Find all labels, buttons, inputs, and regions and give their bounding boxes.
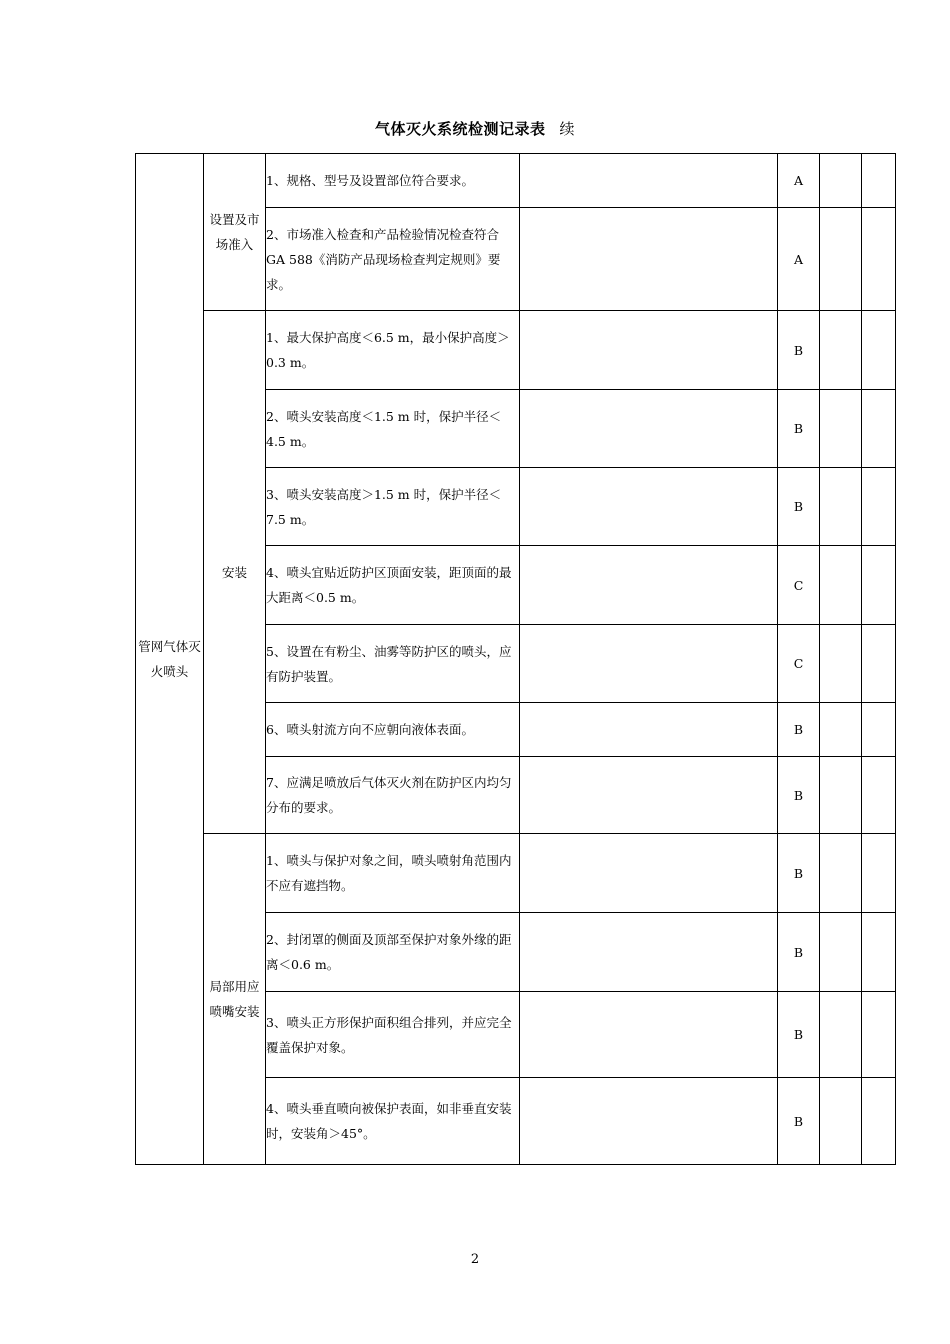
result-cell[interactable]: [520, 468, 778, 546]
judgment-cell[interactable]: [820, 546, 862, 625]
remark-cell[interactable]: [862, 1078, 896, 1165]
judgment-cell[interactable]: [820, 703, 862, 757]
remark-cell[interactable]: [862, 703, 896, 757]
judgment-cell[interactable]: [820, 154, 862, 208]
grade-cell: A: [778, 208, 820, 311]
title-suffix: 续: [559, 120, 576, 138]
group-label: 设置及市场准入: [204, 154, 266, 311]
result-cell[interactable]: [520, 1078, 778, 1165]
title-text: 气体灭火系统检测记录表: [374, 120, 546, 138]
table-row: [136, 311, 896, 390]
judgment-cell[interactable]: [820, 390, 862, 468]
result-cell[interactable]: [520, 703, 778, 757]
grade-cell: A: [778, 154, 820, 208]
remark-cell[interactable]: [862, 311, 896, 390]
result-cell[interactable]: [520, 546, 778, 625]
grade-cell: B: [778, 834, 820, 913]
remark-cell[interactable]: [862, 208, 896, 311]
grade-cell: B: [778, 703, 820, 757]
result-cell[interactable]: [520, 757, 778, 834]
judgment-cell[interactable]: [820, 208, 862, 311]
remark-cell[interactable]: [862, 757, 896, 834]
item-text: 3、喷头正方形保护面积组合排列，并应完全覆盖保护对象。: [266, 992, 520, 1078]
grade-cell: B: [778, 913, 820, 992]
remark-cell[interactable]: [862, 468, 896, 546]
table-row: [136, 834, 896, 913]
page-title: [0, 118, 950, 139]
grade-cell: C: [778, 546, 820, 625]
group-label: 局部用应喷嘴安装: [204, 834, 266, 1165]
remark-cell[interactable]: [862, 834, 896, 913]
item-text: 1、喷头与保护对象之间，喷头喷射角范围内不应有遮挡物。: [266, 834, 520, 913]
remark-cell[interactable]: [862, 546, 896, 625]
remark-cell[interactable]: [862, 625, 896, 703]
judgment-cell[interactable]: [820, 834, 862, 913]
judgment-cell[interactable]: [820, 311, 862, 390]
judgment-cell[interactable]: [820, 992, 862, 1078]
result-cell[interactable]: [520, 311, 778, 390]
grade-cell: C: [778, 625, 820, 703]
grade-cell: B: [778, 311, 820, 390]
remark-cell[interactable]: [862, 913, 896, 992]
remark-cell[interactable]: [862, 390, 896, 468]
grade-cell: B: [778, 468, 820, 546]
result-cell[interactable]: [520, 992, 778, 1078]
judgment-cell[interactable]: [820, 468, 862, 546]
grade-cell: B: [778, 992, 820, 1078]
result-cell[interactable]: [520, 208, 778, 311]
judgment-cell[interactable]: [820, 625, 862, 703]
item-text: 3、喷头安装高度＞1.5 m 时，保护半径＜7.5 m。: [266, 468, 520, 546]
result-cell[interactable]: [520, 913, 778, 992]
result-cell[interactable]: [520, 625, 778, 703]
table-body: [136, 154, 896, 1165]
grade-cell: B: [778, 1078, 820, 1165]
remark-cell[interactable]: [862, 154, 896, 208]
grade-cell: B: [778, 757, 820, 834]
inspection-table: [135, 153, 896, 1165]
item-text: 2、喷头安装高度＜1.5 m 时，保护半径＜4.5 m。: [266, 390, 520, 468]
table-row: [136, 154, 896, 208]
group-label: 安装: [204, 311, 266, 834]
judgment-cell[interactable]: [820, 913, 862, 992]
item-text: 5、设置在有粉尘、油雾等防护区的喷头，应有防护装置。: [266, 625, 520, 703]
judgment-cell[interactable]: [820, 1078, 862, 1165]
item-text: 1、规格、型号及设置部位符合要求。: [266, 154, 520, 208]
item-text: 4、喷头宜贴近防护区顶面安装，距顶面的最大距离＜0.5 m。: [266, 546, 520, 625]
item-text: 4、喷头垂直喷向被保护表面，如非垂直安装时，安装角＞45°。: [266, 1078, 520, 1165]
remark-cell[interactable]: [862, 992, 896, 1078]
section-label: 管网气体灭火喷头: [136, 154, 204, 1165]
judgment-cell[interactable]: [820, 757, 862, 834]
result-cell[interactable]: [520, 834, 778, 913]
item-text: 2、市场准入检查和产品检验情况检查符合 GA 588《消防产品现场检查判定规则》要求。: [266, 208, 520, 311]
item-text: 6、喷头射流方向不应朝向液体表面。: [266, 703, 520, 757]
result-cell[interactable]: [520, 390, 778, 468]
page-number: 2: [470, 1252, 480, 1267]
grade-cell: B: [778, 390, 820, 468]
result-cell[interactable]: [520, 154, 778, 208]
item-text: 7、应满足喷放后气体灭火剂在防护区内均匀分布的要求。: [266, 757, 520, 834]
item-text: 2、封闭罩的侧面及顶部至保护对象外缘的距离＜0.6 m。: [266, 913, 520, 992]
item-text: 1、最大保护高度＜6.5 m，最小保护高度＞0.3 m。: [266, 311, 520, 390]
